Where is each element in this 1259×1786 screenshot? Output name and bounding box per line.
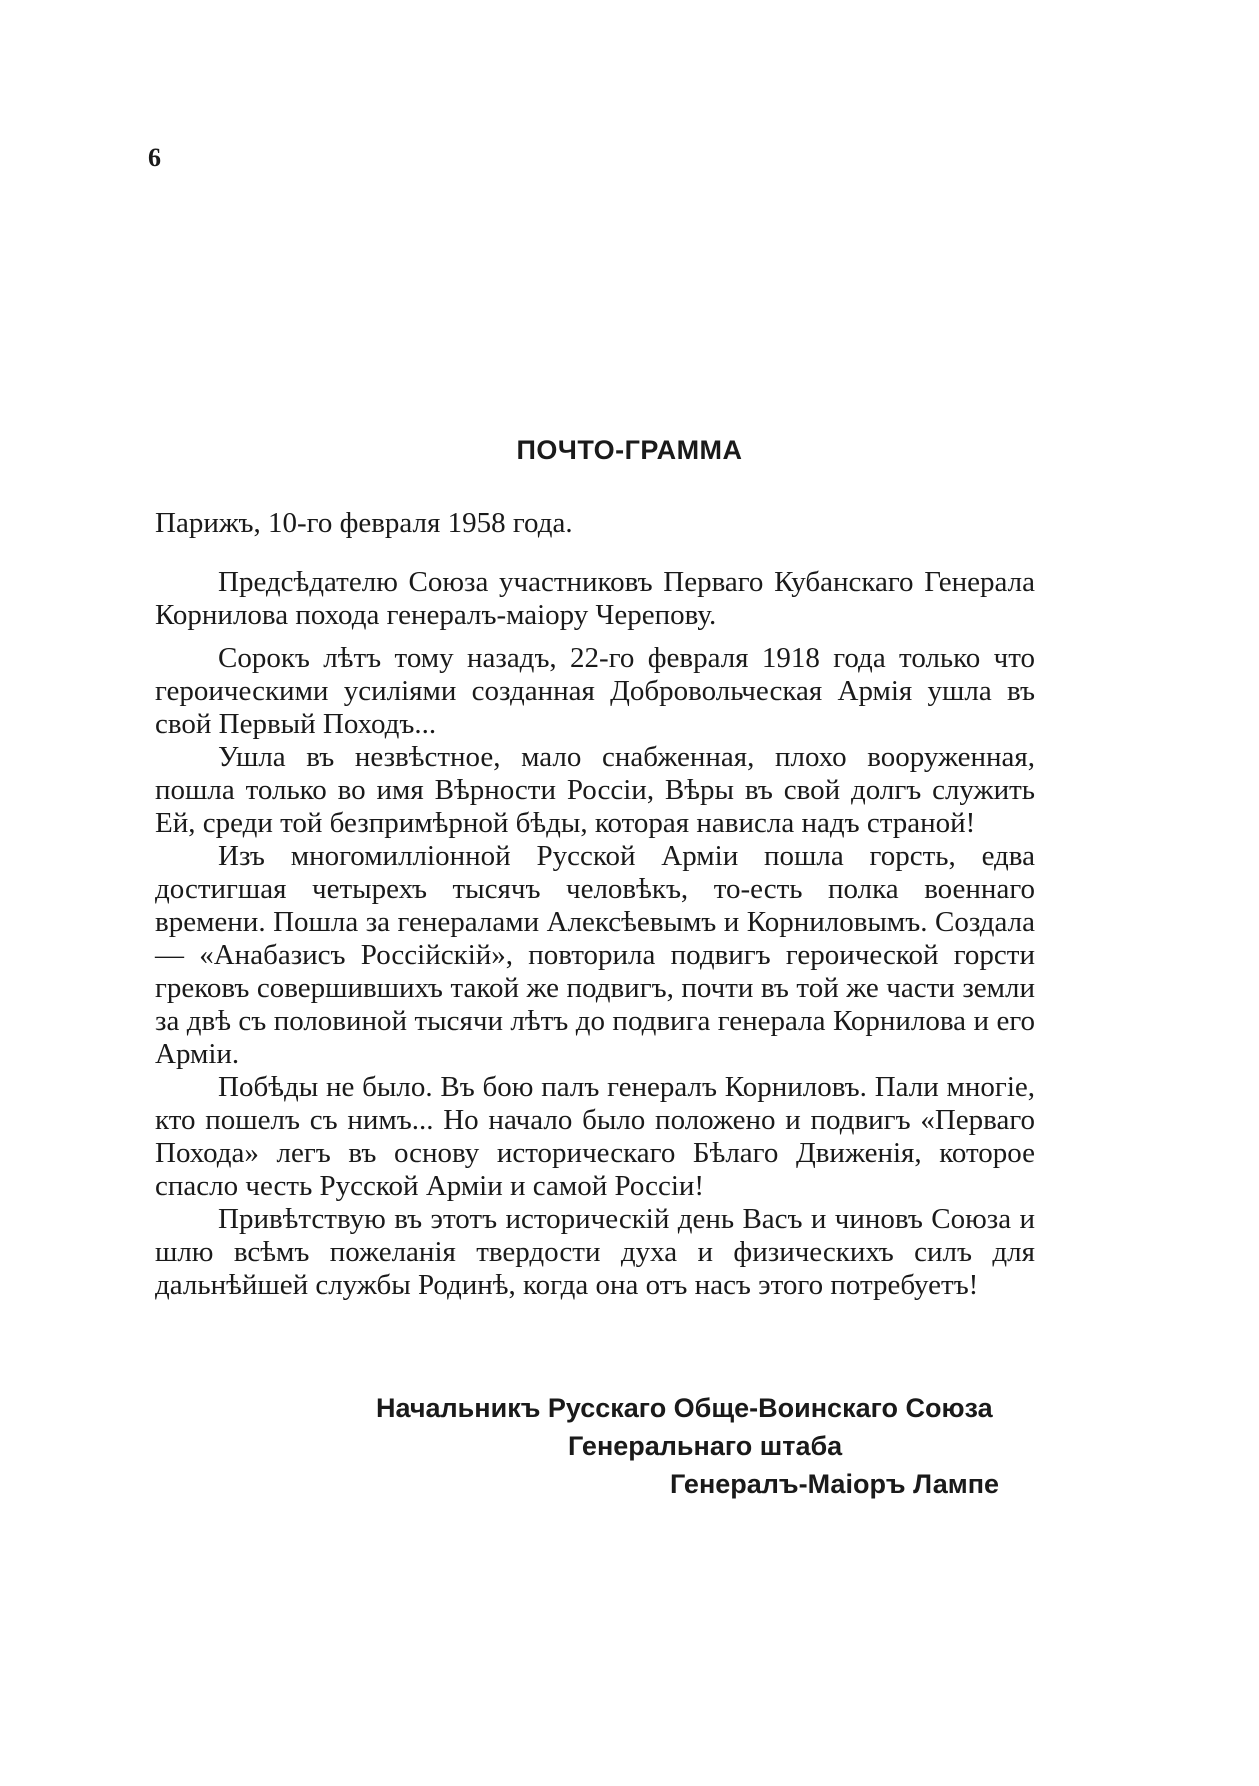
place-date: Парижъ, 10-го февраля 1958 года. (155, 507, 573, 539)
signature-line-name: Генералъ-Маіоръ Лампе (670, 1469, 1000, 1499)
body-paragraph: Побѣды не было. Въ бою палъ генералъ Корниловъ. Пали многіе, кто пошелъ съ нимъ... Но начало было положено и подвигъ «Перваго Похода» легъ въ основу историческаго Бѣлаго Движенія, которое спасло честь Русской Арміи и самой Россіи! (155, 1071, 1035, 1202)
body-paragraph: Сорокъ лѣтъ тому назадъ, 22-го февраля 1918 года только что героическими усиліями созданная Добровольческая Армія ушла въ свой Первый Походъ... (155, 642, 1035, 740)
signature-line-position: Начальникъ Русскаго Обще-Воинскаго Союза (376, 1393, 993, 1423)
body-paragraph: Привѣтствую въ этотъ историческій день Васъ и чиновъ Союза и шлю всѣмъ пожеланія твердости духа и физическихъ силъ для дальнѣйшей службы Родинѣ, когда она отъ насъ этого потребуетъ! (155, 1203, 1035, 1301)
addressee-paragraph: Предсѣдателю Союза участниковъ Перваго Кубанскаго Генерала Корнилова похода генералъ-маіору Черепову. (155, 566, 1035, 631)
page-number: 6 (148, 143, 161, 172)
body-paragraph: Ушла въ незвѣстное, мало снабженная, плохо вооруженная, пошла только во имя Вѣрности Россіи, Вѣры въ свой долгъ служить Ей, среди той безпримѣрной бѣды, которая нависла надъ страной! (155, 741, 1035, 839)
body-paragraph: Изъ многомилліонной Русской Арміи пошла горсть, едва достигшая четырехъ тысячъ человѣкъ, то-есть полка военнаго времени. Пошла за генералами Алексѣевымъ и Корниловымъ. Создала — «Анабазисъ Россійскій», повторила подвигъ героической горсти грековъ совершившихъ такой же подвигъ, почти въ той же части земли за двѣ съ половиной тысячи лѣтъ до подвига генерала Корнилова и его Арміи. (155, 840, 1035, 1070)
document-title: ПОЧТО-ГРАММА (516, 435, 743, 465)
letter-body (155, 566, 1035, 1302)
signature-line-staff: Генеральнаго штаба (568, 1431, 843, 1461)
